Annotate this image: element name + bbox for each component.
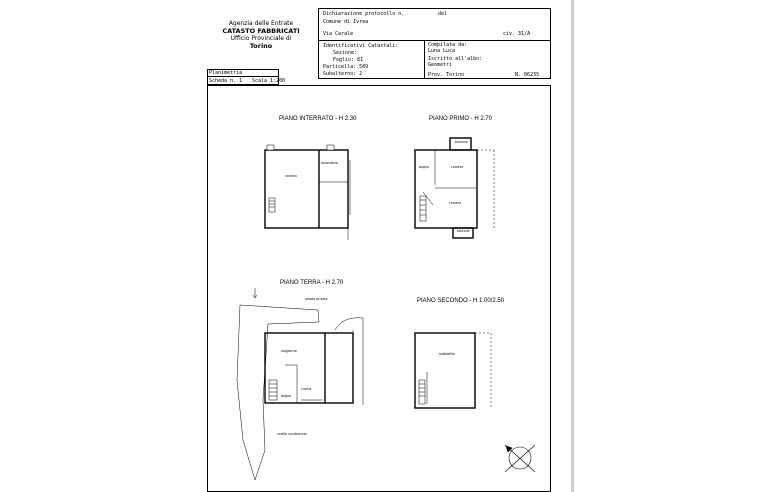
room-cortile: cortile condominio: [277, 432, 307, 436]
agency-catasto: CATASTO FABBRICATI: [222, 27, 300, 35]
foglio-text: Foglio: 61: [333, 57, 364, 63]
north-arrow-icon: [193, 0, 571, 492]
scala-text: Scala 1:200: [252, 78, 286, 84]
room-cantina: cantina: [285, 174, 297, 178]
room-sottotetto: sottotetto: [439, 352, 455, 356]
sezione-label: Sezione:: [333, 50, 358, 56]
room-bagno-terra: bagno: [281, 394, 291, 398]
title-piano-interrato: PIANO INTERRATO - H 2.30: [279, 116, 357, 122]
numero-text: N. 06235: [515, 72, 540, 78]
identificativi-label: Identificativi Catastali:: [323, 43, 399, 49]
room-camera-2: camera: [449, 201, 462, 205]
via-text: Via Carale: [323, 31, 354, 37]
title-piano-terra: PIANO TERRA - H 2.70: [280, 280, 344, 286]
viewer-background-left: [0, 0, 193, 492]
del-label: del: [438, 11, 448, 17]
civico-text: civ. 31/A: [503, 31, 531, 37]
iscritto-value: Geometri: [428, 62, 453, 68]
particella-text: Particella: 589: [323, 64, 369, 70]
title-piano-secondo: PIANO SECONDO - H 1.00/2.50: [417, 298, 505, 304]
dichiarazione-label: Dichiarazione protocollo n.: [323, 11, 405, 17]
planimetria-label: Planimetria: [209, 70, 243, 76]
subalterno-text: Subalterno: 2: [323, 71, 363, 77]
agency-name: Agenzia delle Entrate: [228, 20, 294, 27]
label-strada: strada privata: [305, 297, 328, 301]
room-camera-1: camera: [451, 165, 464, 169]
room-bagno-primo: bagno: [419, 165, 429, 169]
title-piano-primo: PIANO PRIMO - H 2.70: [429, 116, 493, 122]
agency-ufficio: Ufficio Provinciale di: [230, 35, 292, 42]
compilata-label: Compilata da:: [428, 42, 468, 48]
room-balcone-bottom: balcone: [457, 229, 470, 233]
provincia-text: Prov. Torino: [428, 72, 465, 78]
iscritto-label: Iscritto all'albo:: [428, 56, 483, 62]
scheda-number: Scheda n. 1: [209, 78, 243, 84]
compilata-name: Luna Luca: [428, 48, 456, 54]
room-cucina: cucina: [301, 387, 312, 391]
agency-city: Torino: [249, 42, 273, 50]
cadastral-sheet: [193, 0, 571, 492]
room-lavanderia: lavanderia: [321, 161, 338, 165]
comune-text: Comune di Ivrea: [323, 19, 369, 25]
room-balcone-top: balcone: [455, 140, 468, 144]
room-soggiorno: soggiorno: [281, 349, 297, 353]
page-edge-shadow: [571, 0, 574, 492]
